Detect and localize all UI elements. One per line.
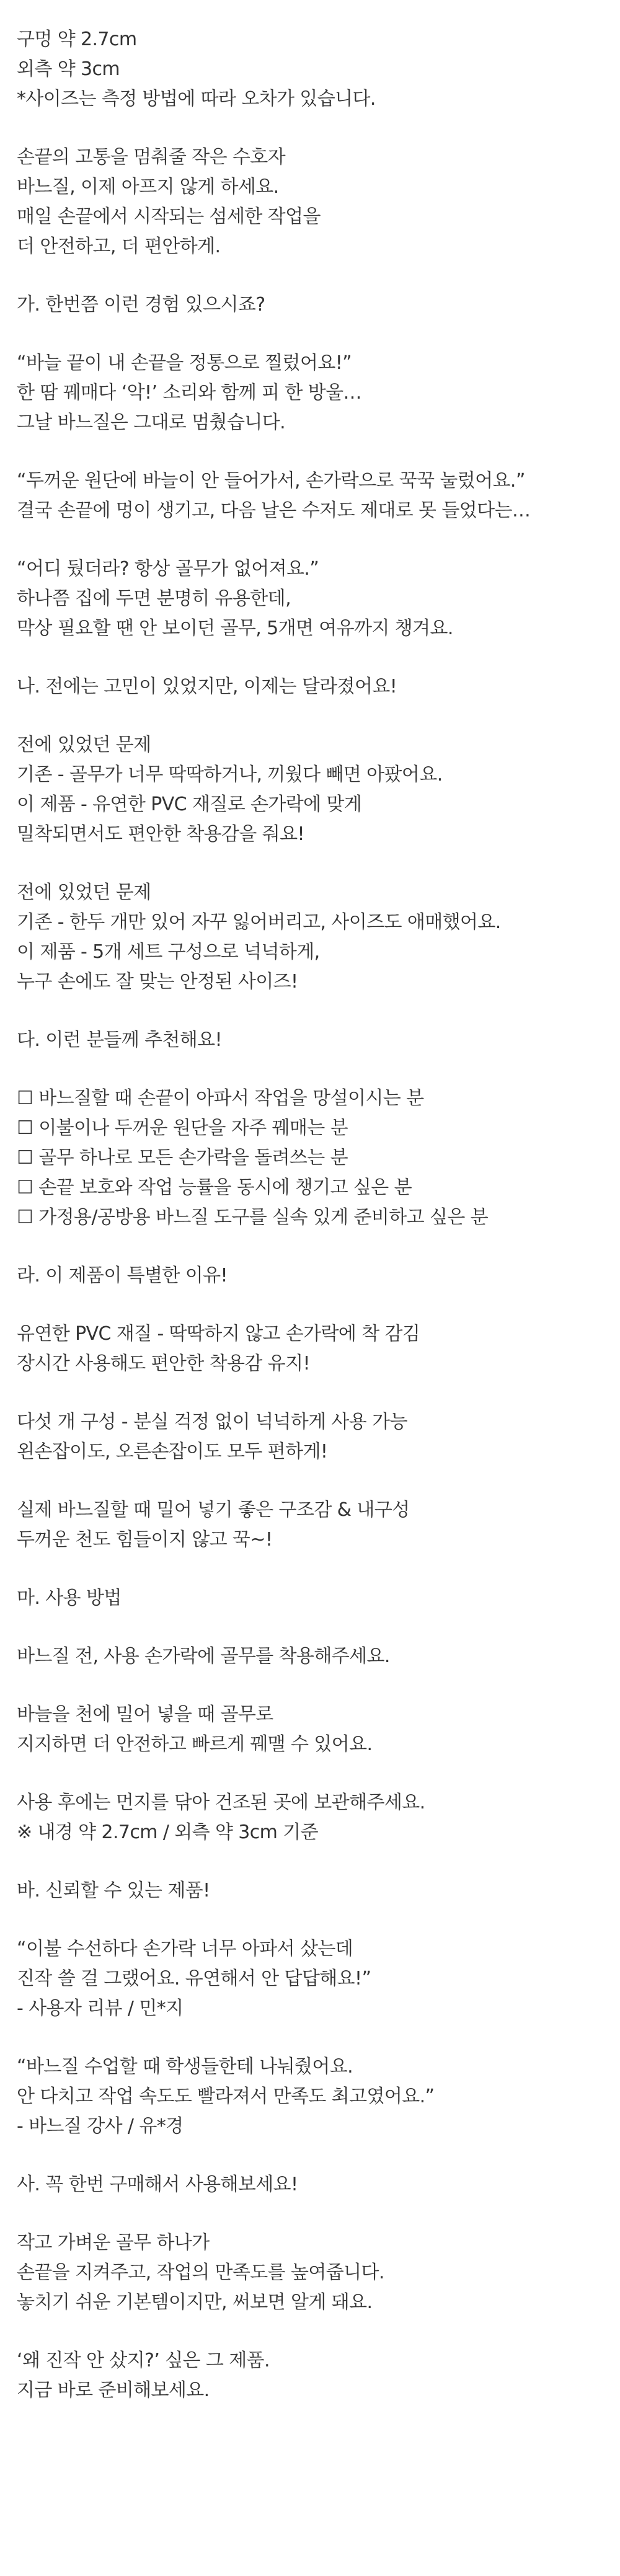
paragraph-gap [17,1379,606,1407]
paragraph-gap [17,1291,606,1319]
text-line: 다. 이런 분들께 추천해요! [17,1029,222,1051]
paragraph-gap [17,1671,606,1700]
text-line: 진작 쓸 걸 그랬어요. 유연해서 안 답답해요!” [17,1968,371,1990]
paragraph-gap [17,320,606,348]
text-line: 손끝을 지켜주고, 작업의 만족도를 높여줍니다. [17,2262,384,2283]
paragraph-gap [17,2200,606,2228]
paragraph [17,1261,606,1291]
text-line: 라. 이 제품이 특별한 이유! [17,1265,228,1286]
paragraph [17,672,606,702]
text-line: ☐ 가정용/공방용 바느질 도구를 실속 있게 준비하고 싶은 분 [17,1206,489,1228]
text-line: 한 땀 꿰매다 ‘악!’ 소리와 함께 피 한 방울… [17,382,361,404]
text-line: 바느질, 이제 아프지 않게 하세요. [17,176,279,198]
text-line: 지금 바로 준비해보세요. [17,2379,210,2401]
text-line: 하나쯤 집에 두면 분명히 유용한데, [17,588,291,609]
text-line: *사이즈는 측정 방법에 따라 오차가 있습니다. [17,88,376,110]
text-line: 바느질 전, 사용 손가락에 골무를 착용해주세요. [17,1645,390,1667]
paragraph-gap [17,644,606,672]
paragraph-gap [17,526,606,554]
paragraph-gap [17,1233,606,1261]
text-line: “바늘 끝이 내 손끝을 정통으로 찔렀어요!” [17,352,352,374]
text-line: 기존 - 한두 개만 있어 자꾸 잃어버리고, 사이즈도 애매했어요. [17,911,501,933]
paragraph [17,1583,606,1613]
paragraph [17,1084,606,1233]
text-line: 지지하면 더 안전하고 빠르게 꿰맬 수 있어요. [17,1733,373,1755]
paragraph [17,730,606,849]
text-line: 더 안전하고, 더 편안하게. [17,236,221,257]
text-line: 그날 바느질은 그대로 멈췄습니다. [17,412,286,433]
paragraph-gap [17,1055,606,1084]
text-line: - 사용자 리뷰 / 민*지 [17,1998,184,2019]
text-line: 마. 사용 방법 [17,1587,122,1609]
paragraph [17,2170,606,2200]
paragraph [17,143,606,262]
paragraph [17,2346,606,2406]
text-line: 누구 손에도 잘 맞는 안정된 사이즈! [17,971,298,993]
product-description [17,25,606,2406]
paragraph-gap [17,1555,606,1583]
text-line: 장시간 사용해도 편안한 착용감 유지! [17,1353,310,1374]
text-line: “이불 수선하다 손가락 너무 아파서 샀는데 [17,1938,353,1960]
text-line: 나. 전에는 고민이 있었지만, 이제는 달라졌어요! [17,676,397,697]
paragraph-gap [17,438,606,466]
text-line: 사. 꼭 한번 구매해서 사용해보세요! [17,2174,298,2195]
text-line: 안 다치고 작업 속도도 빨라져서 만족도 최고였어요.” [17,2086,435,2107]
paragraph [17,1319,606,1379]
paragraph [17,878,606,997]
text-line: 막상 필요할 땐 안 보이던 골무, 5개면 여유까지 챙겨요. [17,617,453,639]
paragraph-gap [17,1759,606,1788]
text-line: ‘왜 진작 안 샀지?’ 싶은 그 제품. [17,2350,270,2371]
text-line: 전에 있었던 문제 [17,734,151,756]
text-line: 이 제품 - 5개 세트 구성으로 넉넉하게, [17,941,320,963]
paragraph [17,1934,606,2024]
text-line: 유연한 PVC 재질 - 딱딱하지 않고 손가락에 착 감김 [17,1323,420,1345]
paragraph [17,290,606,320]
text-line: 두꺼운 천도 힘들이지 않고 꾹~! [17,1529,273,1551]
text-line: 이 제품 - 유연한 PVC 재질로 손가락에 맞게 [17,794,362,815]
text-line: 바늘을 천에 밀어 넣을 때 골무로 [17,1704,273,1725]
text-line: 사용 후에는 먼지를 닦아 건조된 곳에 보관해주세요. [17,1792,425,1813]
text-line: 가. 한번쯤 이런 경험 있으시죠? [17,294,265,316]
paragraph [17,1700,606,1759]
paragraph-gap [17,997,606,1025]
paragraph-gap [17,702,606,730]
paragraph [17,1495,606,1555]
text-line: 밀착되면서도 편안한 착용감을 줘요! [17,823,304,845]
paragraph [17,2228,606,2317]
text-line: “두꺼운 원단에 바늘이 안 들어가서, 손가락으로 꾹꾹 눌렀어요.” [17,470,525,492]
paragraph [17,1788,606,1848]
text-line: 매일 손끝에서 시작되는 섬세한 작업을 [17,206,321,228]
text-line: 손끝의 고통을 멈춰줄 작은 수호자 [17,146,286,168]
paragraph-gap [17,2317,606,2346]
text-line: “바느질 수업할 때 학생들한테 나눠줬어요. [17,2056,353,2078]
paragraph-gap [17,849,606,878]
paragraph-gap [17,1613,606,1642]
paragraph-gap [17,2141,606,2170]
text-line: ※ 내경 약 2.7cm / 외측 약 3cm 기준 [17,1821,319,1843]
text-line: 작고 가벼운 골무 하나가 [17,2232,210,2254]
text-line: ☐ 바느질할 때 손끝이 아파서 작업을 망설이시는 분 [17,1087,424,1109]
paragraph-gap [17,262,606,290]
paragraph [17,1642,606,1671]
paragraph-gap [17,1906,606,1934]
paragraph [17,1876,606,1906]
text-line: ☐ 골무 하나로 모든 손가락을 돌려쓰는 분 [17,1147,348,1169]
text-line: 다섯 개 구성 - 분실 걱정 없이 넉넉하게 사용 가능 [17,1411,407,1433]
paragraph [17,554,606,644]
text-line: 왼손잡이도, 오른손잡이도 모두 편하게! [17,1441,328,1463]
paragraph-gap [17,1848,606,1876]
text-line: 구멍 약 2.7cm [17,29,137,50]
text-line: ☐ 이불이나 두꺼운 원단을 자주 꿰매는 분 [17,1117,348,1139]
paragraph [17,466,606,526]
paragraph-gap [17,114,606,143]
text-line: “어디 뒀더라? 항상 골무가 없어져요.” [17,558,319,580]
paragraph [17,2052,606,2141]
text-line: 결국 손끝에 멍이 생기고, 다음 날은 수저도 제대로 못 들었다는… [17,500,531,521]
text-line: 놓치기 쉬운 기본템이지만, 써보면 알게 돼요. [17,2291,373,2313]
text-line: 기존 - 골무가 너무 딱딱하거나, 끼웠다 빼면 아팠어요. [17,764,443,786]
text-line: 실제 바느질할 때 밀어 넣기 좋은 구조감 & 내구성 [17,1499,410,1521]
paragraph-gap [17,2024,606,2052]
text-line: ☐ 손끝 보호와 작업 능률을 동시에 챙기고 싶은 분 [17,1177,412,1198]
paragraph [17,1025,606,1055]
paragraph [17,25,606,114]
text-line: 외측 약 3cm [17,58,120,80]
paragraph [17,1407,606,1467]
text-line: 전에 있었던 문제 [17,882,151,903]
text-line: 바. 신뢰할 수 있는 제품! [17,1880,210,1901]
paragraph [17,348,606,438]
paragraph-gap [17,1467,606,1495]
text-line: - 바느질 강사 / 유*경 [17,2115,184,2137]
